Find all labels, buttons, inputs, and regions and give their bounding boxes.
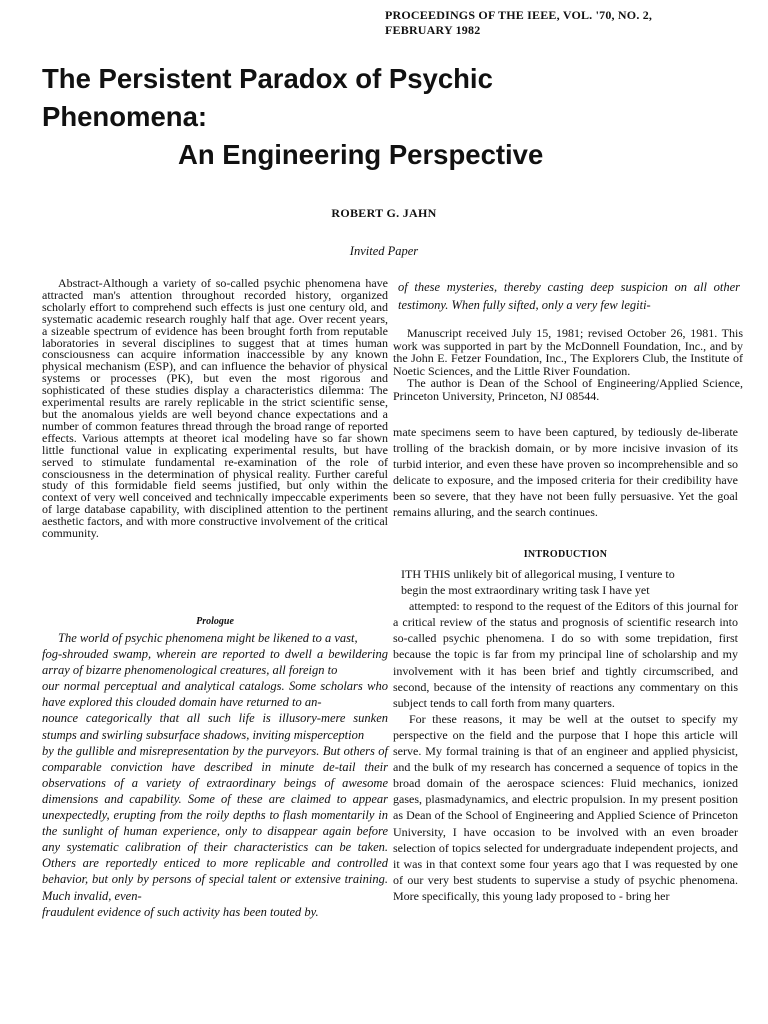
author-name: ROBERT G. JAHN: [331, 206, 437, 220]
author-affiliation: The author is Dean of the School of Engineering/Applied Science, Princeton University, Princeton, NJ 08544.: [393, 376, 743, 403]
journal-header-line2: FEBRUARY 1982: [385, 23, 481, 37]
introduction-body: [393, 566, 738, 904]
title-line3: An Engineering Perspective: [178, 139, 544, 170]
manuscript-note: Manuscript received July 15, 1981; revised October 26, 1981. This work was supported in part by the McDonnell Foundation, Inc., and by the John E. Fetzer Foundation, Inc., The Explorers Club, the Institute of Noetic Sciences, and the Little River Foundation.: [393, 326, 743, 378]
abstract: Abstract-Although a variety of so-called psychic phenomena have attracted man's attention throughout recorded history, organized scholarly effort to comprehend such effects is just one century old, and systematic academic research roughly half that age. Over recent years, a sizeable spectrum of evidence has been brought forth from reputable laboratories in several disciplines to suggest that at times human consciousness can acquire information inaccessible by any known physical mechanism (ESP), and can influence the behavior of physical systems or processes (PK), but even the most rigorous and sophisticated of these studies display a characteristics dilemma: The experimental results are rarely replicable in the strict scientific sense, but the anomalous yields are well beyond chance expectations and a number of common features thread through the broad range of reported effects. Various attempts at theoret ical modeling have so far shown little functional value in explicating experimental results, but have served to stimulate fundamental re-examination of the role of consciousness in the determination of physical reality. Further careful study of this formidable field seems justified, but only within the context of very well conceived and technically impeccable experiments of large database capability, with disciplined attention to the pertinent aesthetic factors, and with more constructive involvement of the critical community.: [42, 276, 388, 541]
prologue-line: nounce categorically that all such life is illusory-mere sunken stumps and swirling subsurface shadows, inviting misperception: [42, 711, 388, 742]
intro-paragraph-2: For these reasons, it may be well at the outset to specify my perspective on the field and the purpose that I hope this article will serve. My formal training is that of an engineer and applied physicist, and the bulk of my research has concerned a sequence of topics in the broad domain of the aerospace sciences: Fluid mechanics, ionized gases, plasmadynamics, and electric propulsion. In my present position as Dean of the School of Engineering and Applied Science of Princeton University, I have occasion to be involved with an even broader selection of topics selected for undergraduate independent projects, and it was in that context some four years ago that I was requested by one of our very best students to supervise a study of psychic phenomena. More specifically, this young lady proposed to - bring her: [393, 711, 738, 903]
intro-paragraph-1: attempted: to respond to the request of the Editors of this journal for a critical review of the status and prognosis of scientific research into so-called psychic phenomena. I do so with some trepidation, first because the topic is far from my principal line of scholarship and my involvement with it has been brief and tightly circumscribed, and second, because of the intensity of reactions any commentary on this subject tends to call forth from many quarters.: [393, 599, 738, 710]
prologue-line: our normal perceptual and analytical catalogs. Some scholars who have explored this clouded domain have returned to an-: [42, 679, 388, 710]
section-heading-introduction: INTRODUCTION: [523, 549, 608, 560]
footnote: [393, 327, 743, 402]
prologue-continuation: of these mysteries, thereby casting deep suspicion on all other testimony. When fully sifted, only a very few legiti-: [398, 280, 740, 312]
prologue-text: [42, 630, 388, 920]
paper-type: Invited Paper: [349, 244, 419, 258]
title-line1: The Persistent Paradox of Psychic: [42, 63, 493, 94]
prologue-heading: Prologue: [196, 616, 234, 627]
prologue-line: The world of psychic phenomena might be likened to a vast,: [58, 631, 358, 645]
prologue-continuation-2: mate specimens seem to have been captured, by tediously de-liberate trolling of the brackish domain, or by more incisive invasion of its turbid interior, and even these have proven so incomprehensible and so delicate to exposure, and the imposed criteria for their credibility have been so severe, that they have not been fully persuasive. Yet the goal remains alluring, and the search continues.: [393, 425, 738, 520]
prologue-line: fog-shrouded swamp, wherein are reported to dwell a bewildering array of bizarre phenomenological creatures, all foreign to: [42, 647, 388, 678]
prologue-line: fraudulent evidence of such activity has been touted by.: [42, 904, 319, 919]
journal-header: [385, 8, 755, 38]
prologue-line: by the gullible and misrepresentation by the purveyors. But others of comparable conviction have described in minute de-tail their observations of a variety of extraordinary beings of awesome dimensions and capability. Some of these are claimed to appear unexpectedly, erupting from the roily depths to flash momentarily in the sunlight of human experience, only to disappear again before any systematic calibration of their characteristics can be taken. Others are reportedly enticed to more replicable and controlled behavior, but only by persons of special talent or extensive training. Much invalid, even-: [42, 743, 388, 903]
paper-title: [42, 60, 742, 174]
intro-line1: ITH THIS unlikely bit of allegorical musing, I venture to: [401, 567, 675, 581]
journal-header-line1: PROCEEDINGS OF THE IEEE, VOL. '70, NO. 2,: [385, 8, 653, 22]
title-line2: Phenomena:: [42, 101, 208, 132]
intro-line2: begin the most extraordinary writing task I have yet: [401, 583, 650, 598]
